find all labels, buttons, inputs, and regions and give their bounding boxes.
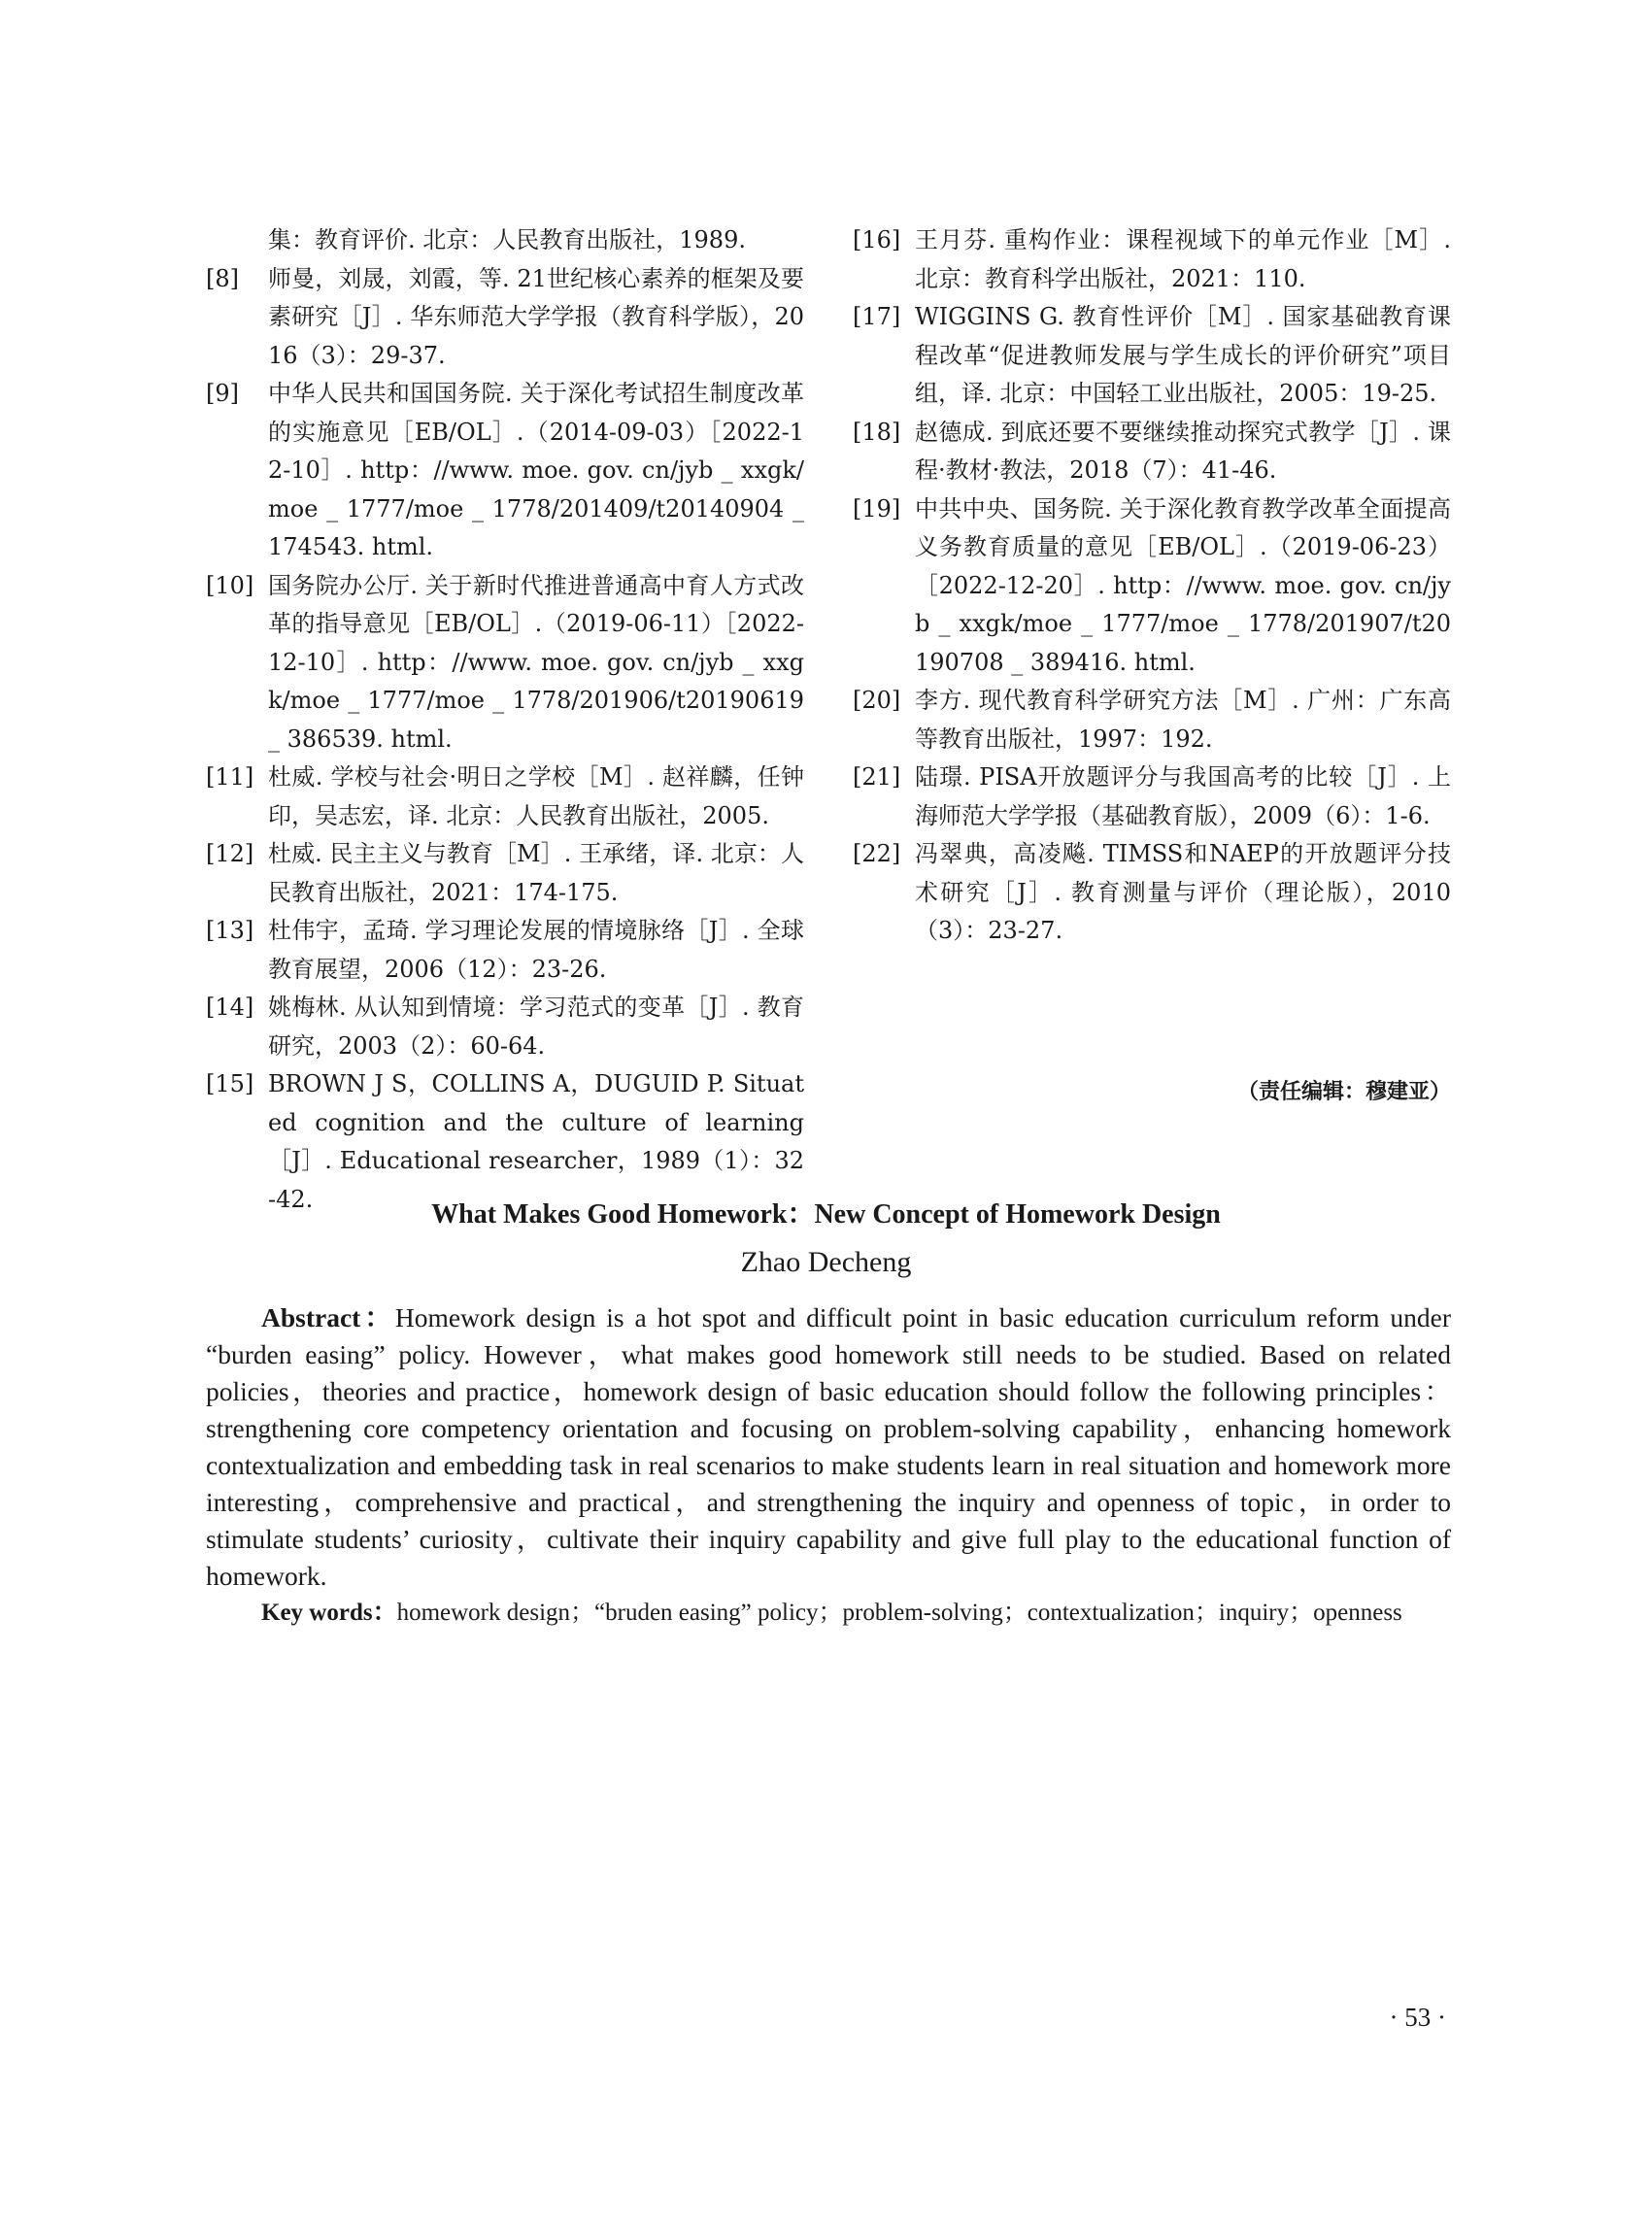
reference-item [206,989,804,1065]
reference-item [853,682,1451,759]
reference-number: [15] [206,1070,254,1097]
reference-text: 杜伟宇，孟琦. 学习理论发展的情境脉络［J］. 全球教育展望，2006（12）：23-26. [268,917,804,983]
reference-number: [13] [206,917,254,944]
reference-number: [20] [853,687,901,714]
reference-item [206,759,804,835]
reference-text: 集：教育评价. 北京：人民教育出版社，1989. [268,226,746,253]
reference-text: 杜威. 学校与社会·明日之学校［M］. 赵祥麟，任钟印，吴志宏，译. 北京：人民教育出版社，2005. [268,763,804,829]
abstract-label: Abstract： [261,1302,395,1332]
english-abstract [206,1299,1451,1595]
reference-number: [11] [206,763,254,791]
page-number: · 53 · [1389,2003,1446,2032]
reference-text: 陆璟. PISA开放题评分与我国高考的比较［J］. 上海师范大学学报（基础教育版），2009（6）：1-6. [915,763,1451,829]
english-title: What Makes Good Homework：New Concept of Homework Design [431,1199,1221,1230]
reference-text: 李方. 现代教育科学研究方法［M］. 广州：广东高等教育出版社，1997：192. [915,687,1451,753]
references-right-column [853,221,1451,951]
reference-text: 王月芬. 重构作业：课程视域下的单元作业［M］. 北京：教育科学出版社，2021：110. [915,226,1451,292]
reference-text: 杜威. 民主主义与教育［M］. 王承绪，译. 北京：人民教育出版社，2021：174-175. [268,840,804,906]
reference-item [853,221,1451,298]
reference-text: 中共中央、国务院. 关于深化教育教学改革全面提高义务教育质量的意见［EB/OL］.（2019-06-23）［2022-12-20］. http：//www. moe. gov. cn/jyb _ xxgk/moe _ 1777/moe _ 1778/201907/t20190708 _ 389416. html. [915,494,1451,676]
reference-item [853,298,1451,414]
reference-number: [21] [853,763,901,791]
reference-number: [16] [853,226,901,253]
responsible-editor: （责任编辑：穆建亚） [1236,1080,1451,1104]
keywords-text: homework design；“bruden easing” policy；problem-solving；contextualization；inquiry；openness [396,1600,1402,1626]
references-left-column [206,221,804,1219]
reference-text: 师曼，刘晟，刘霞，等. 21世纪核心素养的框架及要素研究［J］. 华东师范大学学报（教育科学版），2016（3）：29-37. [268,264,804,369]
english-author: Zhao Decheng [740,1246,912,1278]
reference-number: [22] [853,840,901,867]
reference-number: [12] [206,840,254,867]
reference-text: 冯翠典，高凌飚. TIMSS和NAEP的开放题评分技术研究［J］. 教育测量与评价（理论版），2010（3）：23-27. [915,840,1451,944]
reference-number: [10] [206,571,254,599]
reference-item [853,414,1451,490]
reference-number: [17] [853,303,901,330]
reference-text: 中华人民共和国国务院. 关于深化考试招生制度改革的实施意见［EB/OL］.（2014-09-03）［2022-12-10］. http：//www. moe. gov. cn/jyb _ xxgk/moe _ 1777/moe _ 1778/201409/t20140904 _ 174543. html. [268,380,804,560]
abstract-text: Homework design is a hot spot and difficult point in basic education curriculum reform under “burden easing” policy. However，what makes good homework still needs to be studied. Based on related policies，theories and practice，homework design of basic education should follow the following principles：strengthening core competency orientation and focusing on problem-solving capability，enhancing homework contextualization and embedding task in real scenarios to make students learn in real situation and homework more interesting，comprehensive and practical，and strengthening the inquiry and openness of topic，in order to stimulate students’ curiosity，cultivate their inquiry capability and give full play to the educational function of homework. [206,1302,1451,1591]
english-keywords [261,1595,1466,1632]
reference-text: 姚梅林. 从认知到情境：学习范式的变革［J］. 教育研究，2003（2）：60-64. [268,994,804,1060]
reference-item [206,260,804,376]
reference-text: BROWN J S，COLLINS A，DUGUID P. Situated cognition and the culture of learning ［J］. Educational researcher，1989（1）：32-42. [268,1070,804,1213]
reference-number: [19] [853,494,901,523]
reference-number: [9] [206,380,239,407]
reference-item [206,912,804,989]
reference-item [853,490,1451,683]
reference-item [206,567,804,759]
reference-number: [8] [206,264,239,292]
reference-number: [18] [853,418,901,446]
reference-text: 赵德成. 到底还要不要继续推动探究式教学［J］. 课程·教材·教法，2018（7）：41-46. [915,418,1451,484]
reference-item [206,835,804,912]
reference-text: WIGGINS G. 教育性评价［M］. 国家基础教育课程改革“促进教师发展与学生成长的评价研究”项目组，译. 北京：中国轻工业出版社，2005：19-25. [915,303,1451,407]
reference-item [853,835,1451,951]
reference-item [206,221,804,260]
reference-text: 国务院办公厅. 关于新时代推进普通高中育人方式改革的指导意见［EB/OL］.（2019-06-11）［2022-12-10］. http：//www. moe. gov. cn/jyb _ xxgk/moe _ 1777/moe _ 1778/201906/t20190619 _ 386539. html. [268,571,804,753]
reference-number: [14] [206,994,254,1021]
keywords-label: Key words： [261,1600,397,1626]
reference-item [853,759,1451,835]
reference-item [206,375,804,567]
